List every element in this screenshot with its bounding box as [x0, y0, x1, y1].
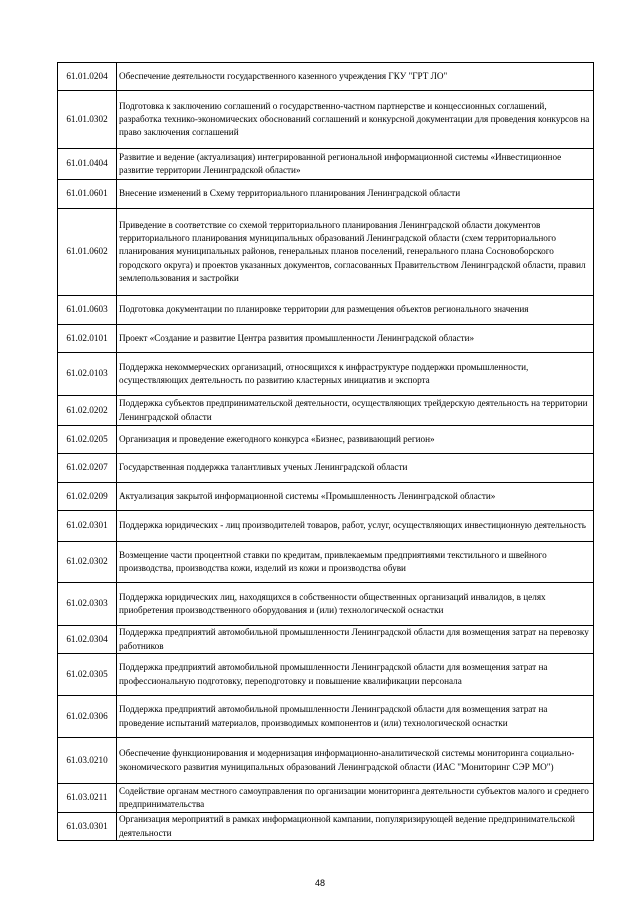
table-row — [58, 325, 594, 353]
table-row — [58, 738, 594, 784]
row-description: Возмещение части процентной ставки по кредитам, привлекаемым предприятиями текстильного и швейного производства, производства кожи, изделий из кожи и производства обуви — [117, 542, 594, 583]
row-description: Поддержка предприятий автомобильной промышленности Ленинградской области для возмещения затрат на проведение испытаний материалов, производимых компонентов и (или) технологической оснастки — [117, 696, 594, 738]
row-code: 61.03.0301 — [58, 813, 117, 841]
row-code: 61.02.0205 — [58, 426, 117, 454]
row-code: 61.01.0404 — [58, 149, 117, 180]
table-row — [58, 696, 594, 738]
row-description: Поддержка юридических - лиц производителей товаров, работ, услуг, осуществляющих инвестиционную деятельность — [117, 511, 594, 542]
table-row — [58, 353, 594, 396]
table-row — [58, 483, 594, 511]
table-row — [58, 583, 594, 626]
row-description: Поддержка субъектов предпринимательской деятельности, осуществляющих трейдерскую деятельность на территории Ленинградской области — [117, 396, 594, 426]
table-row — [58, 180, 594, 209]
row-description: Приведение в соответствие со схемой территориального планирования Ленинградской области документов территориального планирования муниципальных образований Ленинградской области (схем территориального планирования муниципальных районов, генеральных планов поселений, генерального плана Сосновоборского городского округа) и проектов указанных документов, согласованных Правительством Ленинградской области, правил землепользования и застройки — [117, 209, 594, 296]
row-code: 61.02.0304 — [58, 626, 117, 654]
table-row — [58, 511, 594, 542]
row-description: Содействие органам местного самоуправления по организации мониторинга деятельности субъектов малого и среднего предпринимательства — [117, 784, 594, 813]
row-code: 61.02.0306 — [58, 696, 117, 738]
table-row — [58, 542, 594, 583]
table-row — [58, 626, 594, 654]
table-row — [58, 149, 594, 180]
row-code: 61.01.0601 — [58, 180, 117, 209]
row-description: Обеспечение деятельности государственного казенного учреждения ГКУ "ГРТ ЛО" — [117, 63, 594, 91]
table-row — [58, 784, 594, 813]
row-code: 61.01.0204 — [58, 63, 117, 91]
row-code: 61.02.0209 — [58, 483, 117, 511]
table-row — [58, 209, 594, 296]
table-row — [58, 63, 594, 91]
row-description: Актуализация закрытой информационной системы «Промышленность Ленинградской области» — [117, 483, 594, 511]
table-row — [58, 91, 594, 149]
row-code: 61.02.0103 — [58, 353, 117, 396]
table-row — [58, 813, 594, 841]
table-row — [58, 454, 594, 483]
row-description: Поддержка предприятий автомобильной промышленности Ленинградской области для возмещения затрат на перевозку работников — [117, 626, 594, 654]
row-description: Развитие и ведение (актуализация) интегрированной региональной информационной системы «Инвестиционное развитие территории Ленинградской области» — [117, 149, 594, 180]
row-code: 61.02.0303 — [58, 583, 117, 626]
row-description: Внесение изменений в Схему территориального планирования Ленинградской области — [117, 180, 594, 209]
row-description: Проект «Создание и развитие Центра развития промышленности Ленинградской области» — [117, 325, 594, 353]
budget-codes-table — [57, 62, 594, 841]
row-code: 61.02.0101 — [58, 325, 117, 353]
row-description: Поддержка юридических лиц, находящихся в собственности общественных организаций инвалидов, в целях приобретения производственного оборудования и (или) технологической оснастки — [117, 583, 594, 626]
row-description: Государственная поддержка талантливых ученых Ленинградской области — [117, 454, 594, 483]
table-row — [58, 426, 594, 454]
row-description: Подготовка к заключению соглашений о государственно-частном партнерстве и концессионных соглашений, разработка технико-экономических обоснований соглашений и конкурсной документации для проведения конкурсов на право заключения соглашений — [117, 91, 594, 149]
row-code: 61.01.0603 — [58, 296, 117, 325]
row-code: 61.02.0302 — [58, 542, 117, 583]
page-number: 48 — [314, 878, 325, 888]
table-row — [58, 654, 594, 696]
row-code: 61.02.0207 — [58, 454, 117, 483]
row-description: Организация и проведение ежегодного конкурса «Бизнес, развивающий регион» — [117, 426, 594, 454]
row-description: Обеспечение функционирования и модернизация информационно-аналитической системы мониторинга социально-экономического развития муниципальных образований Ленинградской области (ИАС "Мониторинг СЭР МО") — [117, 738, 594, 784]
row-description: Поддержка предприятий автомобильной промышленности Ленинградской области для возмещения затрат на профессиональную подготовку, переподготовку и повышение квалификации персонала — [117, 654, 594, 696]
row-description: Поддержка некоммерческих организаций, относящихся к инфраструктуре поддержки промышленности, осуществляющих деятельность по развитию кластерных инициатив и экспорта — [117, 353, 594, 396]
row-code: 61.03.0211 — [58, 784, 117, 813]
row-code: 61.03.0210 — [58, 738, 117, 784]
row-code: 61.02.0305 — [58, 654, 117, 696]
row-code: 61.01.0302 — [58, 91, 117, 149]
table-row — [58, 296, 594, 325]
row-description: Подготовка документации по планировке территории для размещения объектов регионального значения — [117, 296, 594, 325]
row-code: 61.02.0301 — [58, 511, 117, 542]
row-description: Организация мероприятий в рамках информационной кампании, популяризирующей ведение предпринимательской деятельности — [117, 813, 594, 841]
table-row — [58, 396, 594, 426]
row-code: 61.02.0202 — [58, 396, 117, 426]
row-code: 61.01.0602 — [58, 209, 117, 296]
